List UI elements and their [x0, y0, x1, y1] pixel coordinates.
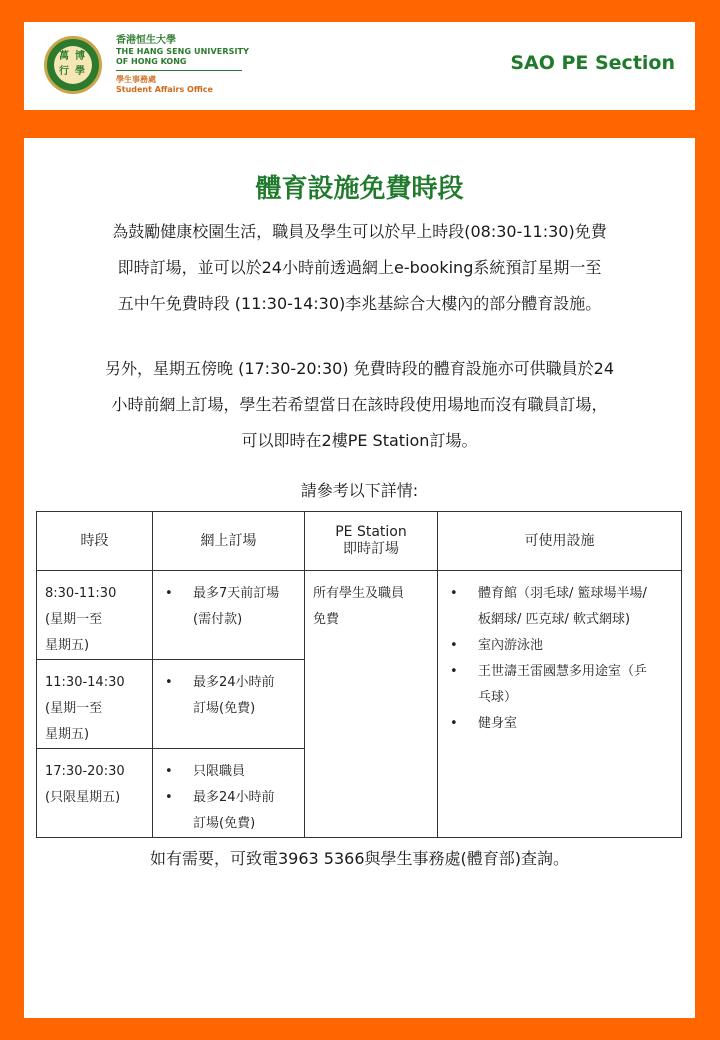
org-name-zh: 香港恒生大學	[116, 35, 176, 46]
list-item	[187, 670, 296, 722]
cell-line: 8:30-11:30	[45, 586, 117, 601]
list-item	[472, 581, 673, 633]
cell-line: 所有學生及職員	[313, 586, 405, 601]
cell-line: 板網球/ 匹克球/ 軟式網球)	[478, 612, 631, 627]
header-period: 時段	[37, 512, 153, 571]
cell-line: • 體育館（羽毛球/ 籃球場半場/	[478, 586, 647, 601]
cell-line: 星期五)	[45, 727, 90, 742]
header-facilities: 可使用設施	[438, 512, 682, 571]
logo-emblem	[54, 46, 92, 84]
cell-line: 星期五)	[45, 638, 90, 653]
online-cell	[153, 749, 305, 838]
intro-paragraph	[64, 214, 655, 322]
page-title: 體育設施免費時段	[255, 174, 464, 204]
list-item	[472, 711, 673, 737]
facilities-cell	[438, 571, 682, 838]
logo-glyph: 學	[75, 66, 85, 77]
facilities-list	[446, 581, 673, 737]
list-item	[187, 759, 296, 785]
online-cell	[153, 571, 305, 660]
text-line: 另外，星期五傍晚 (17:30-20:30) 免費時段的體育設施亦可供職員於24	[104, 359, 614, 378]
friday-paragraph	[64, 351, 655, 459]
period-cell	[37, 571, 153, 660]
cell-line: (星期一至	[45, 612, 103, 627]
cell-line: 訂場(免費)	[193, 701, 256, 716]
schedule-table	[36, 511, 682, 838]
period-cell	[37, 749, 153, 838]
header-pe-station	[305, 512, 438, 571]
cell-line: (星期一至	[45, 701, 103, 716]
cell-line: 17:30-20:30	[45, 764, 125, 779]
contact-note: 如有需要，可致電3963 5366與學生事務處(體育部)查詢。	[149, 849, 569, 868]
text-line: 可以即時在2樓PE Station訂場。	[241, 431, 478, 450]
logo-glyph: 萬	[59, 51, 69, 62]
cell-line: • 只限職員	[193, 764, 246, 779]
period-cell	[37, 660, 153, 749]
cell-line: • 最多24小時前	[193, 675, 275, 690]
logo-glyph: 博	[75, 51, 85, 62]
bullet-list	[161, 670, 296, 722]
content-panel	[24, 138, 695, 1018]
online-cell	[153, 660, 305, 749]
header-pe-station-line2: 即時訂場	[343, 541, 399, 557]
cell-line: • 室內游泳池	[478, 638, 544, 653]
list-item	[187, 785, 296, 837]
org-name-en-line2: OF HONG KONG	[116, 57, 187, 66]
bullet-list	[161, 581, 296, 633]
cell-line: (只限星期五)	[45, 790, 121, 805]
cell-line: 免費	[313, 612, 340, 627]
cell-line: • 最多24小時前	[193, 790, 275, 805]
text-line: 小時前網上訂場，學生若希望當日在該時段使用場地而沒有職員訂場，	[111, 395, 608, 414]
header-banner	[24, 22, 695, 110]
cell-line: 11:30-14:30	[45, 675, 125, 690]
list-item	[472, 659, 673, 711]
university-name-block	[116, 35, 249, 95]
cell-line: 訂場(免費)	[193, 816, 256, 831]
pe-station-cell	[305, 571, 438, 838]
divider	[116, 70, 242, 71]
table-header-row	[37, 512, 682, 571]
reference-label: 請參考以下詳情:	[300, 481, 419, 500]
office-name-zh: 學生事務處	[116, 75, 156, 84]
logo-glyph: 行	[59, 66, 69, 77]
text-line: 即時訂場，並可以於24小時前透過網上e-booking系統預訂星期一至	[117, 258, 602, 277]
university-logo	[44, 36, 102, 94]
table-row	[37, 571, 682, 660]
bullet-list	[161, 759, 296, 837]
text-line: 五中午免費時段 (11:30-14:30)李兆基綜合大樓內的部分體育設施。	[117, 294, 602, 313]
cell-line: • 健身室	[478, 716, 518, 731]
header-pe-station-line1: PE Station	[335, 524, 407, 540]
office-name-en: Student Affairs Office	[116, 85, 213, 94]
section-title: SAO PE Section	[510, 52, 675, 74]
cell-line: 乓球）	[478, 690, 518, 705]
header-online-booking: 網上訂場	[153, 512, 305, 571]
cell-line: • 最多7天前訂場	[193, 586, 280, 601]
org-name-en-line1: THE HANG SENG UNIVERSITY	[116, 47, 249, 56]
text-line: 為鼓勵健康校園生活，職員及學生可以於早上時段(08:30-11:30)免費	[112, 222, 607, 241]
list-item	[187, 581, 296, 633]
list-item	[472, 633, 673, 659]
cell-line: (需付款)	[193, 612, 243, 627]
cell-line: • 王世濤王雷國慧多用途室（乒	[478, 664, 648, 679]
